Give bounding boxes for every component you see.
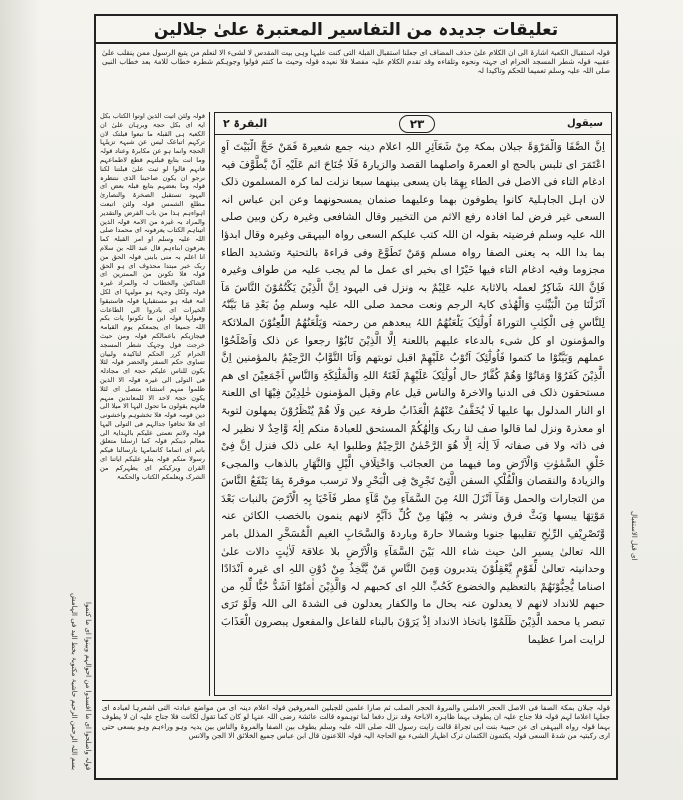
page-header [96, 16, 616, 44]
side-commentary: قولہ ولئن اتیت الذین اوتوا الکتاب بکل ایۃ ای بکل حجۃ وبرہان علیٰ ان الکعبۃ ہی القبلۃ ما تبعوا قبلتک لان ترکہم اتباعک لیس عن شبہۃ تزیلہا الحجۃ وانما ہو عن مکابرۃ وعناد قولہ وما انت بتابع قبلتہم قطع لاطماعہم فانہم قالوا لو ثبت علیٰ قبلتنا لکنا نرجو ان یکون صاحبنا الذی ننتظرہ قولہ وما بعضہم بتابع قبلۃ بعض ای الیہود تستقبل الصخرۃ والنصاریٰ مطلع الشمس قولہ ولئن اتبعت اہواءہم ہذا من باب الفرض والتقدیر والمراد بہ غیرہ من الامۃ قولہ الذین اتیناہم الکتاب یعرفونہ ای محمدا صلی اللہ علیہ وسلم او امر القبلۃ کما یعرفون ابناءہم قال عبد اللہ بن سلام انا اعلم بہ منی بابنی قولہ الحق من ربک خبر مبتدا محذوف ای ہو الحق قولہ فلا تکونن من الممترین ای الشاکین والخطاب لہ والمراد غیرہ قولہ ولکل وجہۃ ہو مولیہا ای لکل امۃ قبلۃ ہو مستقبلہا قولہ فاستبقوا الخیرات ای بادروا الی الطاعات وقبولہا قولہ این ما تکونوا یات بکم اللہ جمیعا ای یجمعکم یوم القیامۃ فیجازیکم باعمالکم قولہ ومن حیث خرجت فول وجہک شطر المسجد الحرام کرر الحکم لتاکیدہ ولبیان تساوی حکم السفر والحضر قولہ لئلا یکون للناس علیکم حجۃ ای مجادلۃ فی التولی الی غیرہ قولہ الا الذین ظلموا منہم استثناء متصل ای لئلا یکون حجۃ لاحد الا للمعاندین منہم فانہم یقولون ما تحول الیہا الا میلا الی دین قومہ قولہ فلا تخشوہم واخشونی ای فلا تخافوا جدالہم فی التولی الیہا قولہ ولاتم نعمتی علیکم بالہدایۃ الی معالم دینکم قولہ کما ارسلنا متعلق باتم ای اتماما کاتمامہا بارسالنا فیکم رسولا منکم قولہ یتلو علیکم ایاتنا ای القران ویزکیکم ای یطہرکم من الشرک ویعلمکم الکتاب والحکمۃ [100, 112, 210, 696]
page-number: ۲۳ [399, 115, 436, 133]
main-text-box [214, 112, 612, 696]
page-frame [94, 14, 618, 780]
top-commentary: قولہ استقبال الکعبۃ اشارۃ الی ان الکلام علیٰ حذف المضاف ای جعلنا استقبال القبلۃ التی کنت علیہا وہی بیت المقدس لا لشیء الا لنعلم من یتبع الرسول ممن ینقلب علیٰ عقبیہ قولہ شطر المسجد الحرام ای جہتہ ونحوہ وتلقاءہ وقد تقدم الکلام علیہ مفصلا فلا نعیدہ قولہ وحیث ما کنتم فولوا وجوہکم شطرہ خطاب للامۃ بعد خطاب النبی صلی اللہ علیہ وسلم تعمیما للحکم وتاکیدا لہ [102, 48, 610, 76]
running-head [215, 113, 611, 135]
bottom-commentary: قولہ جبلان بمکۃ الصفا فی الاصل الحجر الاملس والمروۃ الحجر الصلب ثم صارا علمین للجبلین المعروفین قولہ اعلام دینہ ای من مواضع عبادتہ التی اشعرہا لعبادہ ای جعلہا اعلاما لہم قولہ فلا جناح علیہ ان یطوف بہما ظاہرہ الاباحۃ وقد نزل دفعا لما توہموہ قالت عائشۃ رضی اللہ عنہا لو کان کما تقول لکانت فلا جناح علیہ ان لا یطوف بہما قولہ رواہ البیہقی ای عن حبیبۃ بنت ابی تجراۃ قالت رایت رسول اللہ صلی اللہ علیہ وسلم یطوف بین الصفا والمروۃ والناس بین یدیہ وہو وراءہم وہو یسعی حتی اری رکبتیہ من شدۃ السعی قولہ یکتمون الکتمان ترک اظہار الشیء مع الحاجۃ الیہ قولہ اللاعنون قال ابن عباس جمیع الخلائق الا الجن والانس [102, 700, 610, 778]
quran-tafsir-text: اِنَّ الصَّفَا وَالْمَرْوَۃَ جبلان بمکۃ مِنْ شَعَآئِرِ اللہِ اعلام دینہ جمع شعیرۃ فَمَنْ حَجَّ الْبَیْتَ اَوِ اعْتَمَرَ ای تلبس بالحج او العمرۃ واصلھما القصد والزیارۃ فَلَا جُنَاحَ اثم عَلَیْہِ اَنْ یَّطَّوَّفَ فیہ ادغام التاء فی الاصل فی الطاء بِھِمَا بان یسعی بینھما سبعا نزلت لما کرہ المسلمون ذلک لان اہل الجاہلیۃ کانوا یطوفون بھما وعلیھما صنمان یمسحونھما وعن ابن عباس انہ السعی غیر فرض لما افادہ رفع الاثم من التخییر وقال الشافعی وغیرہ رکن وبین صلی اللہ علیہ وسلم فرضیتہ بقولہ ان اللہ کتب علیکم السعی رواہ البیہقی وغیرہ وقال ابدؤا بما بدا اللہ بہ یعنی الصفا رواہ مسلم وَمَنْ تَطَوَّعَ وفی قراءۃ بالتحتیۃ وتشدید الطاء مجزوما وفیہ ادغام التاء فیھا خَیْرًا ای بخیر ای عمل ما لم یجب علیہ من طواف وغیرہ فَاِنَّ اللہَ شَاکِرٌ لعملہ بالاثابۃ علیہ عَلِیْمٌ بہ ونزل فی الیہود اِنَّ الَّذِیْنَ یَکْتُمُوْنَ النَّاسَ مَآ اَنْزَلْنَا مِنَ الْبَیِّنٰتِ وَالْھُدٰی کایۃ الرجم ونعت محمد صلی اللہ علیہ وسلم مِنْۢ بَعْدِ مَا بَیَّنّٰہُ لِلنَّاسِ فِی الْکِتٰبِ التوراۃ اُولٰٓئِکَ یَلْعَنُھُمُ اللہُ یبعدھم من رحمتہ وَیَلْعَنُھُمُ اللّٰعِنُوْنَ الملائکۃ والمؤمنون او کل شیء بالدعاء علیھم باللعنۃ اِلَّا الَّذِیْنَ تَابُوْا رجعوا عن ذلک وَاَصْلَحُوْا عملھم وَبَیَّنُوْا ما کتموا فَاُولٰٓئِکَ اَتُوْبُ عَلَیْھِمْ اقبل توبتھم وَاَنَا التَّوَّابُ الرَّحِیْمُ بالمؤمنین اِنَّ الَّذِیْنَ کَفَرُوْا وَمَاتُوْا وَھُمْ کُفَّارٌ حال اُولٰٓئِکَ عَلَیْھِمْ لَعْنَۃُ اللہِ وَالْمَلٰٓئِکَۃِ وَالنَّاسِ اَجْمَعِیْنَ ای ھم مستحقون ذلک فی الدنیا والاخرۃ والناس قیل عام وقیل المؤمنون خٰلِدِیْنَ فِیْھَا ای اللعنۃ او النار المدلول بھا علیھا لَا یُخَفَّفُ عَنْھُمُ الْعَذَابُ طرفۃ عین وَلَا ھُمْ یُنْظَرُوْنَ یمھلون لتوبۃ او معذرۃ ونزل لما قالوا صف لنا ربک وَاِلٰھُکُمْ المستحق للعبادۃ منکم اِلٰہٌ وَّاحِدٌ لا نظیر لہ فی ذاتہ ولا فی صفاتہ لَآ اِلٰہَ اِلَّا ھُوَ الرَّحْمٰنُ الرَّحِیْمُ وطلبوا ایۃ علی ذلک فنزل اِنَّ فِیْ خَلْقِ السَّمٰوٰتِ وَالْاَرْضِ وما فیھما من العجائب وَاخْتِلَافِ الَّیْلِ وَالنَّھَارِ بالذھاب والمجیء والزیادۃ والنقصان وَالْفُلْکِ السفن الَّتِیْ تَجْرِیْ فِی الْبَحْرِ ولا ترسب موقرۃ بِمَا یَنْفَعُ النَّاسَ من التجارات والحمل وَمَآ اَنْزَلَ اللہُ مِنَ السَّمَآءِ مِنْ مَّآءٍ مطر فَاَحْیَا بِہِ الْاَرْضَ بالنبات بَعْدَ مَوْتِھَا یبسھا وَبَثَّ فرق ونشر بہ فِیْھَا مِنْ کُلِّ دَآبَّۃٍ لانھم ینمون بالخصب الکائن عنہ وَّتَصْرِیْفِ الرِّیٰحِ تقلیبھا جنوبا وشمالا حارۃ وباردۃ وَالسَّحَابِ الغیم الْمُسَخَّرِ المذلل بامر اللہ تعالیٰ یسیر الیٰ حیث شاء اللہ بَیْنَ السَّمَآءِ وَالْاَرْضِ بلا علاقۃ لَاٰیٰتٍ دالات علیٰ وحدانیتہ تعالیٰ لِّقَوْمٍ یَّعْقِلُوْنَ یتدبرون وَمِنَ النَّاسِ مَنْ یَّتَّخِذُ مِنْ دُوْنِ اللہِ ای غیرہ اَنْدَادًا اصناما یُّحِبُّوْنَھُمْ بالتعظیم والخضوع کَحُبِّ اللہِ ای کحبھم لہ وَالَّذِیْنَ اٰمَنُوْٓا اَشَدُّ حُبًّا لِّلہِ من حبھم للانداد لانھم لا یعدلون عنہ بحال ما والکفار یعدلون فی الشدۃ الی اللہ وَلَوْ تَرَی تبصر یا محمد الَّذِیْنَ ظَلَمُوْا باتخاذ الانداد اِذْ یَرَوْنَ بالبناء للفاعل والمفعول یبصرون الْعَذَابَ لرایت امرا عظیما [221, 141, 605, 646]
margin-note-left: بسم اللہ الرحمن الرحیم حاشیۃ مکتوبۃ بخط الید فی الہامش [70, 592, 78, 770]
margin-note-left-2: قولہ واصلحوا ای ما افسدوا من احوالہم وبینوا ای ما کتموا [84, 601, 92, 770]
margin-note-right: ای قبل الاستقبال [630, 510, 638, 560]
book-title: تعلیقات جدیدہ من التفاسیر المعتبرۃ علیٰ جلالین [153, 19, 559, 40]
binding-shadow [0, 0, 40, 800]
surah-label: البقرۃ ۲ [223, 117, 268, 130]
section-label: سیقول [566, 118, 603, 129]
